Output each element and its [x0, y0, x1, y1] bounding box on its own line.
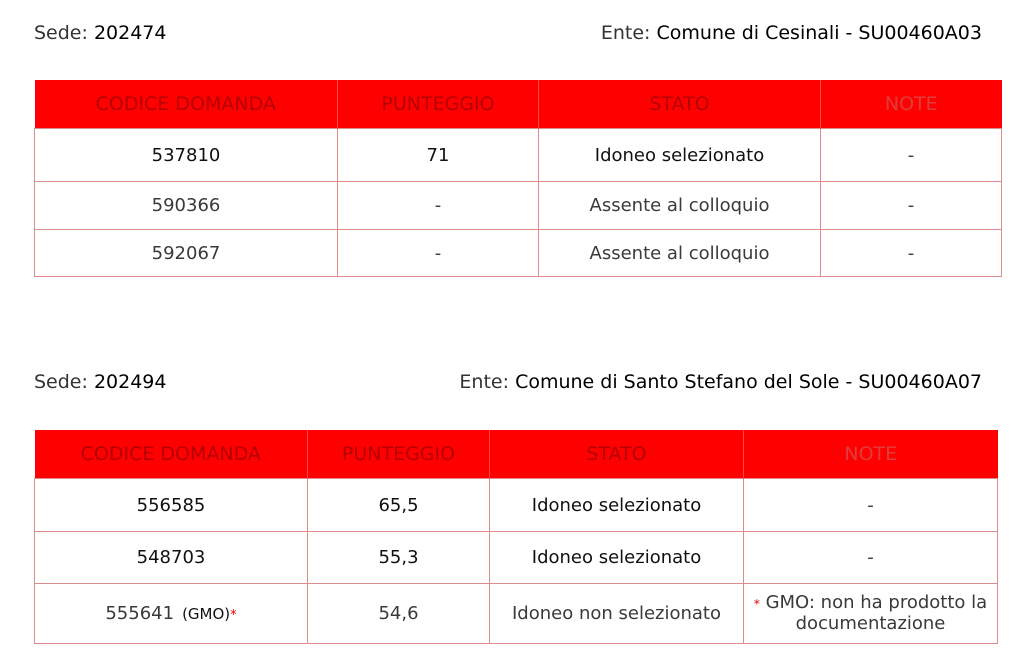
- note-cell: [744, 584, 998, 644]
- ente-value: Comune di Santo Stefano del Sole - SU00460A07: [515, 371, 982, 393]
- table-header-row: [35, 80, 1002, 129]
- note-cell: -: [744, 479, 998, 532]
- table-row: [35, 584, 998, 644]
- sede-line-1: [34, 22, 166, 44]
- asterisk-icon: *: [753, 597, 760, 611]
- table-row: [35, 230, 1002, 277]
- note-cell: -: [821, 230, 1002, 277]
- stato-cell: Idoneo non selezionato: [490, 584, 744, 644]
- gmo-tag: (GMO): [182, 605, 231, 623]
- column-header-codice: CODICE DOMANDA: [35, 80, 338, 129]
- column-header-note: NOTE: [821, 80, 1002, 129]
- ente-label: Ente:: [600, 22, 651, 44]
- ente-line-1: [601, 22, 982, 44]
- sede-value: 202494: [93, 371, 167, 393]
- sede-label: Sede:: [34, 371, 88, 393]
- sede-line-2: [34, 371, 166, 393]
- column-header-punteggio: PUNTEGGIO: [308, 430, 490, 479]
- ente-line-2: [459, 371, 982, 393]
- codice-value: 555641: [105, 603, 175, 624]
- note-cell: -: [821, 129, 1002, 182]
- punteggio-cell: 71: [338, 129, 539, 182]
- table-header-row: [35, 430, 998, 479]
- stato-cell: Idoneo selezionato: [539, 129, 821, 182]
- column-header-stato: STATO: [539, 80, 821, 129]
- table-row: [35, 479, 998, 532]
- column-header-codice: CODICE DOMANDA: [35, 430, 308, 479]
- punteggio-cell: -: [338, 230, 539, 277]
- table-row: [35, 129, 1002, 182]
- note-cell: -: [744, 532, 998, 584]
- codice-cell: 556585: [35, 479, 308, 532]
- codice-cell: 592067: [35, 230, 338, 277]
- note-line-2: documentazione: [795, 613, 946, 634]
- stato-cell: Idoneo selezionato: [490, 479, 744, 532]
- stato-cell: Assente al colloquio: [539, 182, 821, 230]
- codice-cell: 537810: [35, 129, 338, 182]
- note-line-1: GMO: non ha prodotto la: [765, 592, 988, 613]
- stato-cell: Idoneo selezionato: [490, 532, 744, 584]
- punteggio-cell: 54,6: [308, 584, 490, 644]
- sede-value: 202474: [93, 22, 167, 44]
- stato-cell: Assente al colloquio: [539, 230, 821, 277]
- results-table-1: [34, 80, 1002, 277]
- note-cell: -: [821, 182, 1002, 230]
- ente-value: Comune di Cesinali - SU00460A03: [656, 22, 982, 44]
- codice-cell: 590366: [35, 182, 338, 230]
- codice-cell: [35, 584, 308, 644]
- ente-label: Ente:: [459, 371, 510, 393]
- punteggio-cell: -: [338, 182, 539, 230]
- asterisk-icon: *: [230, 608, 237, 623]
- sede-label: Sede:: [34, 22, 88, 44]
- table-row: [35, 532, 998, 584]
- column-header-punteggio: PUNTEGGIO: [338, 80, 539, 129]
- table-row: [35, 182, 1002, 230]
- column-header-note: NOTE: [744, 430, 998, 479]
- column-header-stato: STATO: [490, 430, 744, 479]
- punteggio-cell: 65,5: [308, 479, 490, 532]
- punteggio-cell: 55,3: [308, 532, 490, 584]
- codice-cell: 548703: [35, 532, 308, 584]
- results-table-2: [34, 430, 998, 644]
